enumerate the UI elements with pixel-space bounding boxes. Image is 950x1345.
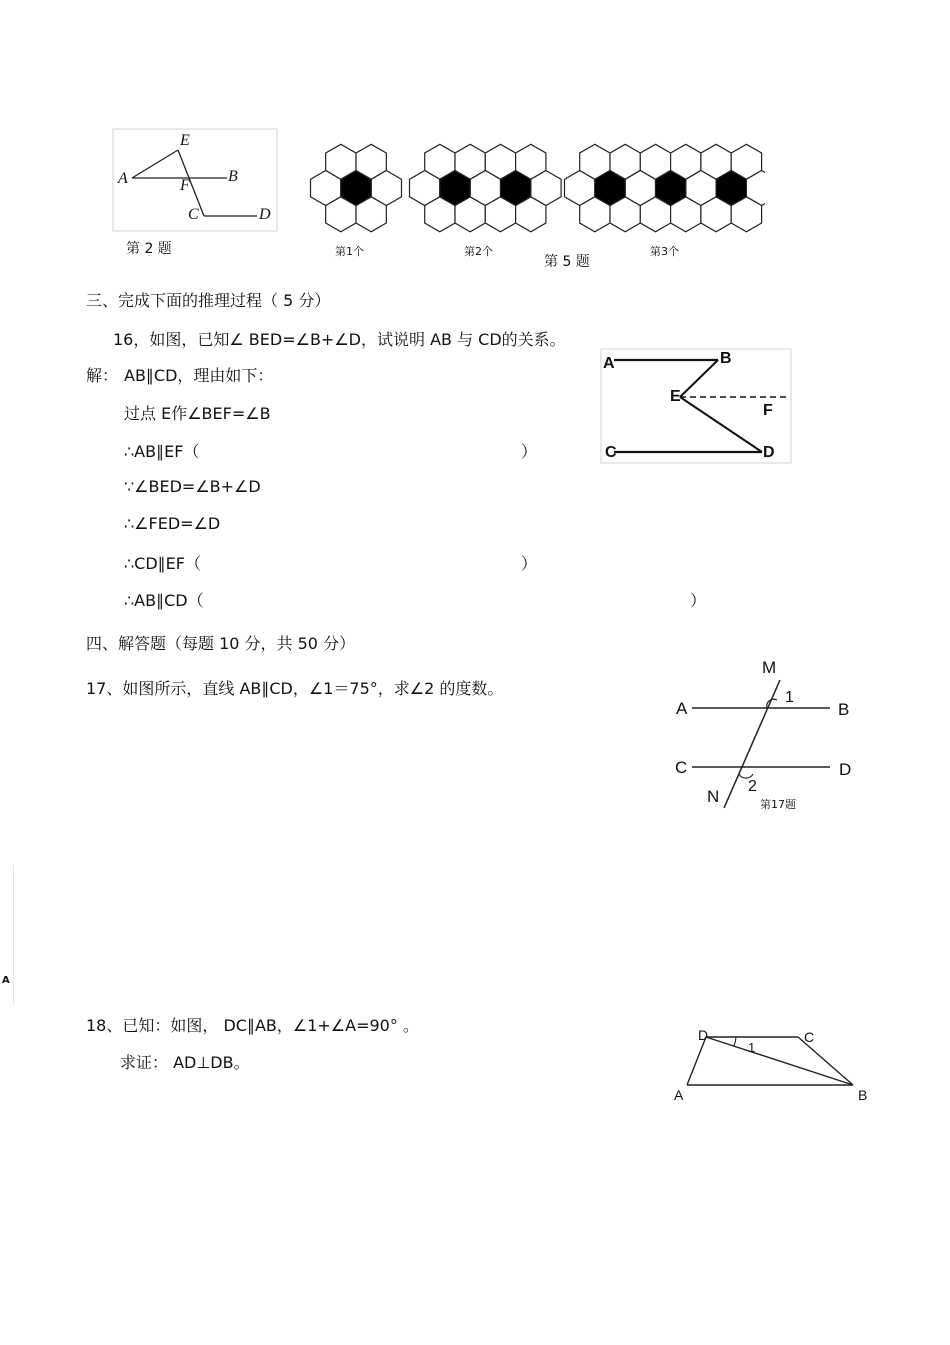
fig5-subcaption-3: 第3个 [650,245,679,258]
segment-DB [706,1037,853,1085]
angle-1-arc [734,1037,736,1046]
fig16-label-A: A [603,355,615,372]
fig17-label-M: M [762,658,777,677]
fig2-label-F: F [180,177,190,194]
fig17-label-1: 1 [785,689,794,706]
fig2-label-A: A [118,170,128,187]
q18-stem: 18、已知：如图， DC∥AB，∠1+∠A=90° 。 [86,1016,419,1035]
fig17-label-D: D [839,760,852,779]
segment-AD [687,1037,706,1085]
fig17-label-N: N [707,787,720,806]
fig18-label-B: B [858,1087,868,1103]
section3-heading: 三、完成下面的推理过程（ 5 分） [86,291,331,310]
q16-line-4: ∵∠BED=∠B+∠D [124,477,261,496]
fig17-label-C: C [675,758,688,777]
q16-line-5: ∴∠FED=∠D [124,514,221,533]
hexagon-pattern-svg [305,138,765,238]
q17-stem: 17、如图所示，直线 AB∥CD，∠1＝75°，求∠2 的度数。 [86,679,504,698]
fig17-label-B: B [838,700,850,719]
margin-mark: A [2,975,10,986]
q16-line-3: ∴AB∥EF（ [124,442,200,461]
q16-solution-label: 解： [86,366,119,385]
segment-BE [680,360,718,397]
fig18-label-1: 1 [748,1040,756,1055]
q18-prove: 求证： AD⊥DB。 [120,1053,250,1072]
fig2-label-E: E [180,132,190,149]
fig17-label-A: A [676,699,688,718]
fig16-label-E: E [670,388,681,405]
fig17-caption: 第17题 [760,798,796,811]
fig5-caption: 第 5 题 [544,254,590,270]
section4-heading: 四、解答题（每题 10 分，共 50 分） [86,634,356,653]
q16-line-7-blank-close: ） [690,591,707,610]
fig16-label-B: B [720,350,732,367]
fig5-subcaption-1: 第1个 [335,245,364,258]
fig2-label-D: D [259,206,271,223]
fig16-label-F: F [763,402,773,419]
segment-AE [132,150,178,178]
q16-line-6-blank-close: ） [521,554,538,573]
fig2-label-C: C [188,206,199,223]
fig18-label-D: D [698,1027,709,1043]
fig5-subcaption-2: 第2个 [464,245,493,258]
fig18-label-A: A [674,1087,684,1103]
q16-line-2: 过点 E作∠BEF=∠B [124,404,271,423]
q16-line-7: ∴AB∥CD（ [124,591,204,610]
fig17-label-2: 2 [748,778,757,795]
segment-ED [680,397,762,452]
fig2-caption: 第 2 题 [126,241,172,257]
q16-line-6: ∴CD∥EF（ [124,554,201,573]
fig2-label-B: B [228,168,238,185]
q16-line-1: AB∥CD，理由如下： [124,366,274,385]
q16-stem: 16，如图，已知∠ BED=∠B+∠D，试说明 AB 与 CD的关系。 [113,330,566,349]
fig18-label-C: C [804,1029,815,1045]
fig16-label-D: D [763,444,775,461]
fig16-label-C: C [605,444,617,461]
q16-line-3-blank-close: ） [521,442,538,461]
